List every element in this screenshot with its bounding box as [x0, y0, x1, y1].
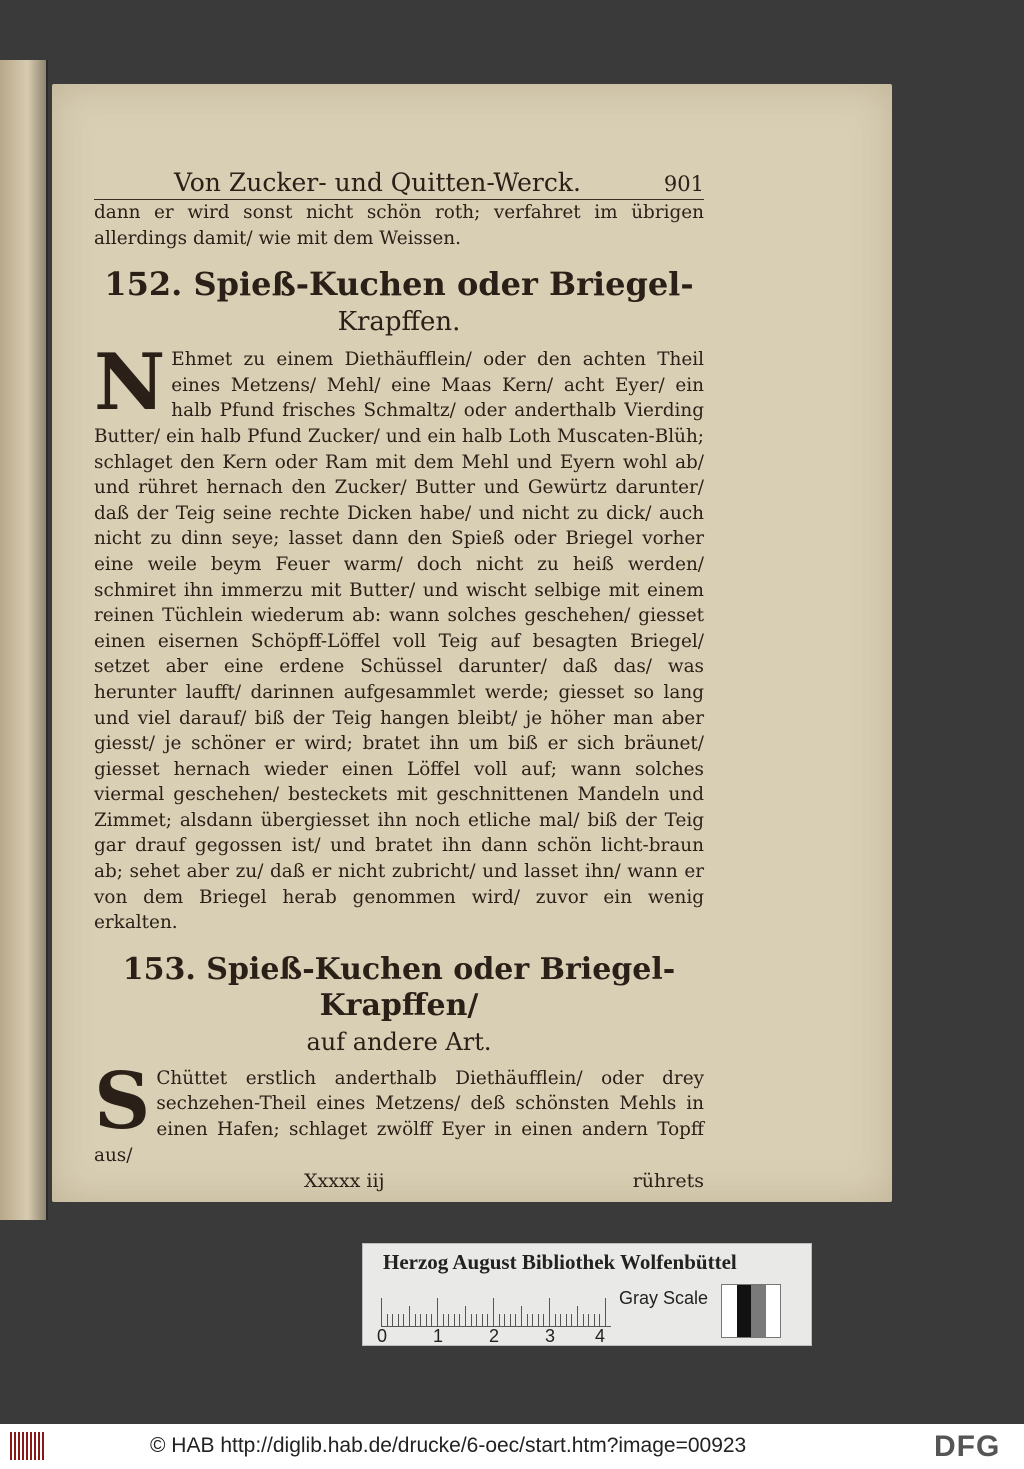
ruler-tick [459, 1314, 460, 1326]
ruler-tick [499, 1314, 500, 1326]
catchword: rührets [632, 1170, 704, 1193]
ruler-tick [471, 1314, 472, 1326]
ruler-tick [571, 1314, 572, 1326]
recipe-153-dropcap: S [94, 1055, 151, 1147]
recipe-153-text: Chüttet erstlich anderthalb Diethäufflein/ oder drey sechzehen-Theil eines Metzens/ deß schönsten Mehls in einen Hafen; schlaget zwölff Eyer in einen andern Topff aus/ [94, 1067, 704, 1166]
recipe-152-heading [94, 265, 704, 341]
library-name: Herzog August Bibliothek Wolfenbüttel [383, 1250, 737, 1274]
recipe-153-title-cont: auf andere Art. [306, 1027, 492, 1056]
ruler [381, 1286, 611, 1327]
ruler-number: 0 [377, 1326, 388, 1346]
footer-bar [0, 1424, 1024, 1469]
swatch-patch [722, 1285, 737, 1337]
ruler-tick [493, 1298, 494, 1326]
ruler-tick [599, 1314, 600, 1326]
copyright-link[interactable]: © HAB http://diglib.hab.de/drucke/6-oec/start.htm?image=00923 [150, 1434, 747, 1457]
ruler-tick [387, 1314, 388, 1326]
ruler-tick [437, 1298, 438, 1326]
ruler-tick [426, 1314, 427, 1326]
recipe-153-heading [94, 952, 704, 1060]
recipe-153-title: 153. Spieß-Kuchen oder Briegel-Krapffen/ [122, 951, 676, 1023]
recipe-152-text: Ehmet zu einem Diethäufflein/ oder den achten Theil eines Metzens/ Mehl/ eine Maas Kern/ acht Eyer/ ein halb Pfund frisches Schmaltz/ oder anderthalb Vierding Butter/ ein halb Pfund Zucker/ und ein halb Loth Muscaten-Blüh; schlaget den Kern oder Ram mit dem Mehl und Eyern wohl ab/ und rühret hernach den Zucker/ Butter und Gewürtz darunter/ daß der Teig seine rechte Dicken habe/ und nicht zu dick/ auch nicht zu dinn seye; lasset dann den Spieß oder Briegel vorher eine weile beym Feuer warm/ doch nicht zu heiß werden/ schmiret ihn immerzu mit Butter/ und wischt selbige mit einem reinen Tüchlein wiederum ab: wann solches geschehen/ giesset einen eisernen Schöpff-Löffel voll Teig auf besagten Briegel/ setzet aber eine erdene Schüssel darunter/ daß das/ was herunter laufft/ darinnen aufgesammlet werde; giesset so lang und viel darauf/ biß der Teig hangen bleibt/ je höher man aber giesst/ je schöner er wird; bratet ihn um biß er sich bräunet/ giesset hernach wieder einen Löffel voll auf; wann solches viermal geschehen/ besteckets mit geschnittenen Mandeln und Zimmet; alsdann übergiesset ihn noch etliche mal/ biß der Teig gar drauf gegossen ist/ und bratet ihn dann schön licht-braun ab; sehet aber zu/ daß er nicht zubricht/ und lasset ihn/ wann er von dem Briegel herab genommen wird/ zuvor ein wenig erkalten. [94, 349, 704, 934]
ruler-tick [549, 1298, 550, 1326]
ruler-tick [510, 1314, 511, 1326]
running-head-title: Von Zucker- und Quitten-Werck. [174, 168, 581, 197]
ruler-tick [454, 1314, 455, 1326]
book-page [52, 84, 892, 1202]
swatch-patch [766, 1285, 781, 1337]
ruler-tick [521, 1306, 522, 1326]
ruler-tick [543, 1314, 544, 1326]
ruler-tick [532, 1314, 533, 1326]
ruler-tick [504, 1314, 505, 1326]
signature-line [94, 1170, 704, 1192]
recipe-152-title-cont: Krapffen. [337, 307, 461, 338]
gray-scale-label: Gray Scale [619, 1288, 709, 1308]
signature-mark: Xxxxx iij [304, 1170, 385, 1193]
hab-logo-icon [10, 1432, 44, 1460]
recipe-153-body [94, 1055, 704, 1168]
ruler-number: 1 [433, 1326, 444, 1346]
ruler-tick [560, 1314, 561, 1326]
ruler-tick [588, 1314, 589, 1326]
ruler-tick [409, 1306, 410, 1326]
running-head [94, 168, 704, 200]
ruler-number: 4 [595, 1326, 606, 1346]
ruler-tick [566, 1314, 567, 1326]
ruler-tick [476, 1314, 477, 1326]
dfg-logo: DFG [934, 1430, 1001, 1463]
ruler-tick [415, 1314, 416, 1326]
ruler-number: 3 [545, 1326, 556, 1346]
ruler-tick [443, 1314, 444, 1326]
ruler-tick [538, 1314, 539, 1326]
intro-paragraph: dann er wird sonst nicht schön roth; verfahret im übrigen allerdings damit/ wie mit dem Weissen. [94, 202, 704, 249]
ruler-tick [594, 1314, 595, 1326]
ruler-tick [381, 1298, 382, 1326]
ruler-tick [392, 1314, 393, 1326]
text-column [94, 168, 704, 1192]
recipe-152-title: 152. Spieß-Kuchen oder Briegel- [104, 265, 694, 304]
page-number: 901 [663, 172, 704, 196]
ruler-tick [431, 1314, 432, 1326]
swatch-patch [737, 1285, 752, 1337]
ruler-tick [482, 1314, 483, 1326]
gray-scale-swatch [721, 1284, 781, 1338]
ruler-tick [403, 1314, 404, 1326]
ruler-tick [465, 1306, 466, 1326]
ruler-tick [420, 1314, 421, 1326]
ruler-tick [555, 1314, 556, 1326]
recipe-152-body [94, 337, 704, 936]
color-scale-card [362, 1243, 812, 1346]
ruler-tick [398, 1314, 399, 1326]
ruler-number: 2 [489, 1326, 500, 1346]
ruler-tick [487, 1314, 488, 1326]
adjacent-page-edge [0, 60, 48, 1220]
recipe-152-dropcap: N [94, 337, 166, 429]
ruler-tick [515, 1314, 516, 1326]
ruler-tick [577, 1306, 578, 1326]
swatch-patch [751, 1285, 766, 1337]
ruler-tick [583, 1314, 584, 1326]
ruler-tick [605, 1298, 606, 1326]
ruler-tick [448, 1314, 449, 1326]
ruler-tick [527, 1314, 528, 1326]
